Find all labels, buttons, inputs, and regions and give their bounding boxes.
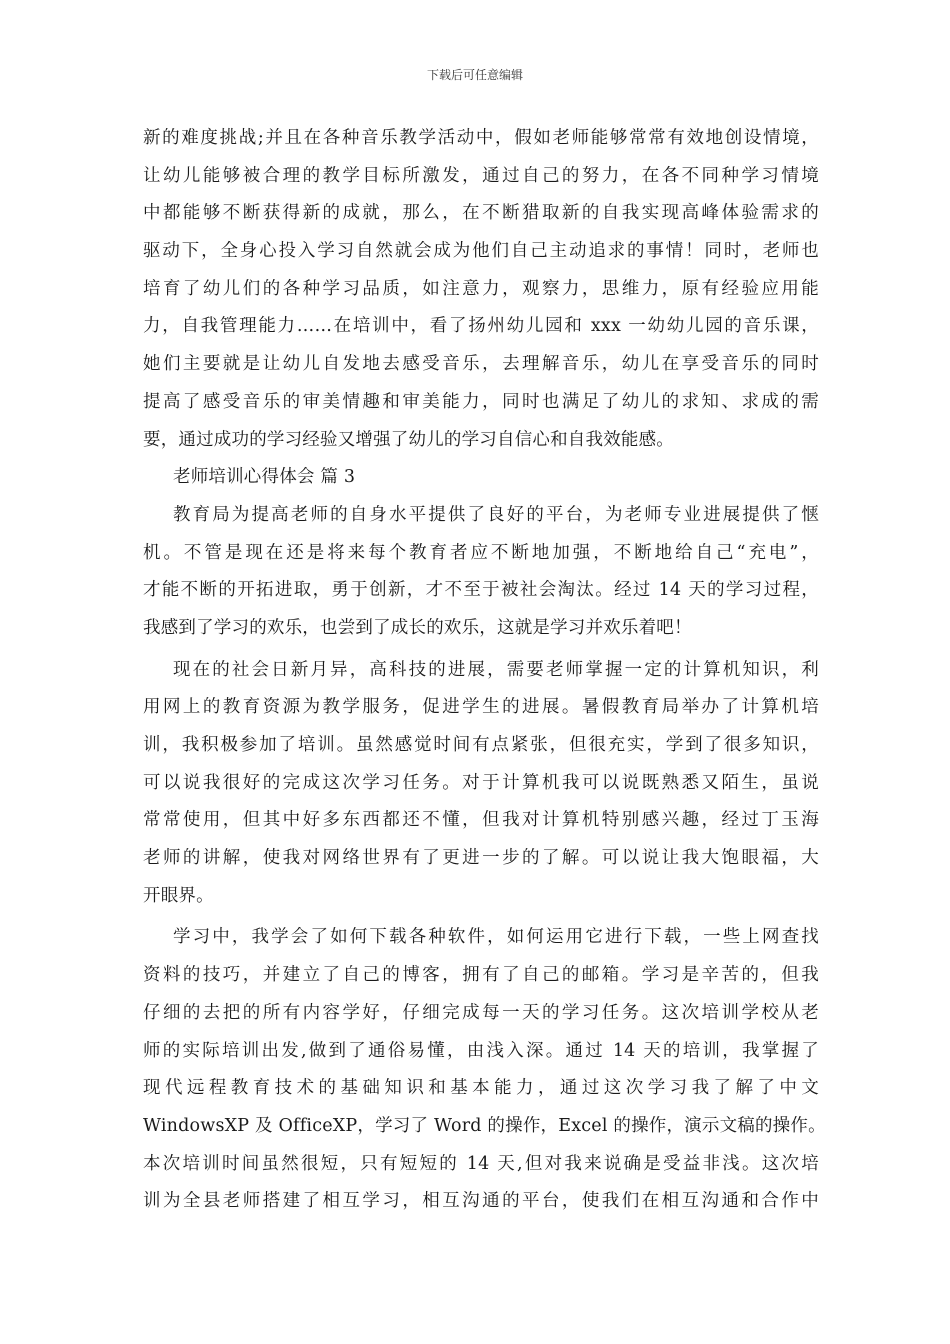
document-body xyxy=(143,120,826,1221)
text-line: WindowsXP 及 OfficeXP，学习了 Word 的操作，Excel 的操作，演示文稿的操作。 xyxy=(143,1115,826,1136)
text-line: 老师的讲解，使我对网络世界有了更进一步的了解。可以说让我大饱眼福，大 xyxy=(143,848,819,869)
text-line: 仔细的去把的所有内容学好，仔细完成每一天的学习任务。这次培训学校从老 xyxy=(143,1002,819,1023)
paragraph xyxy=(143,652,819,916)
text-line: 开眼界。 xyxy=(143,885,214,906)
text-line: 师的实际培训出发,做到了通俗易懂，由浅入深。通过 14 天的培训，我掌握了 xyxy=(143,1040,819,1061)
text-line: 本次培训时间虽然很短，只有短短的 14 天,但对我来说确是受益非浅。这次培 xyxy=(143,1153,819,1174)
paragraph xyxy=(143,919,826,1221)
text-line: 要，通过成功的学习经验又增强了幼儿的学习自信心和自我效能感。 xyxy=(143,429,674,450)
text-line: 提高了感受音乐的审美情趣和审美能力，同时也满足了幼儿的求知、求成的需 xyxy=(143,391,819,412)
text-line: 驱动下，全身心投入学习自然就会成为他们自己主动追求的事情！同时，老师也 xyxy=(143,241,819,262)
text-line: 中都能够不断获得新的成就，那么，在不断猎取新的自我实现高峰体验需求的 xyxy=(143,203,819,224)
text-line: 新的难度挑战;并且在各种音乐教学活动中，假如老师能够常常有效地创设情境， xyxy=(143,128,819,148)
text-line: 训为全县老师搭建了相互学习，相互沟通的平台，使我们在相互沟通和合作中 xyxy=(143,1191,819,1212)
text-line: 现在的社会日新月异，高科技的进展，需要老师掌握一定的计算机知识，利 xyxy=(173,659,819,680)
text-line: 才能不断的开拓进取，勇于创新，才不至于被社会淘汰。经过 14 天的学习过程， xyxy=(143,580,819,601)
text-line: 机。不管是现在还是将来每个教育者应不断地加强，不断地给自己“充电”， xyxy=(143,542,819,563)
text-line: 教育局为提高老师的自身水平提供了良好的平台，为老师专业进展提供了惬 xyxy=(173,504,819,525)
paragraph xyxy=(143,497,819,648)
section-heading xyxy=(143,459,819,497)
text-line: 学习中，我学会了如何下载各种软件，如何运用它进行下载，一些上网查找 xyxy=(173,927,819,948)
text-line: 让幼儿能够被合理的教学目标所激发，通过自己的努力，在各不同种学习情境 xyxy=(143,165,819,186)
text-line: 她们主要就是让幼儿自发地去感受音乐，去理解音乐，幼儿在享受音乐的同时 xyxy=(143,354,819,375)
text-line: 力，自我管理能力……在培训中，看了扬州幼儿园和 xxx 一幼幼儿园的音乐课， xyxy=(143,316,819,337)
text-line: 训，我积极参加了培训。虽然感觉时间有点紧张，但很充实，学到了很多知识， xyxy=(143,735,819,755)
text-line: 常常使用，但其中好多东西都还不懂，但我对计算机特别感兴趣，经过丁玉海 xyxy=(143,810,819,831)
text-line: 我感到了学习的欢乐，也尝到了成长的欢乐，这就是学习并欢乐着吧！ xyxy=(143,617,692,638)
section-title: 老师培训心得体会 篇 3 xyxy=(173,467,356,488)
text-line: 培育了幼儿们的各种学习品质，如注意力，观察力，思维力，原有经验应用能 xyxy=(143,278,819,299)
text-line: 可以说我很好的完成这次学习任务。对于计算机我可以说既熟悉又陌生，虽说 xyxy=(143,772,819,793)
paragraph xyxy=(143,120,819,459)
text-line: 资料的技巧，并建立了自己的博客，拥有了自己的邮箱。学习是辛苦的，但我 xyxy=(143,965,819,986)
text-line: 用网上的教育资源为教学服务，促进学生的进展。暑假教育局举办了计算机培 xyxy=(143,697,819,718)
page-header: 下载后可任意编辑 xyxy=(426,68,523,82)
text-line: 现代远程教育技术的基础知识和基本能力，通过这次学习我了解了中文 xyxy=(143,1078,819,1099)
